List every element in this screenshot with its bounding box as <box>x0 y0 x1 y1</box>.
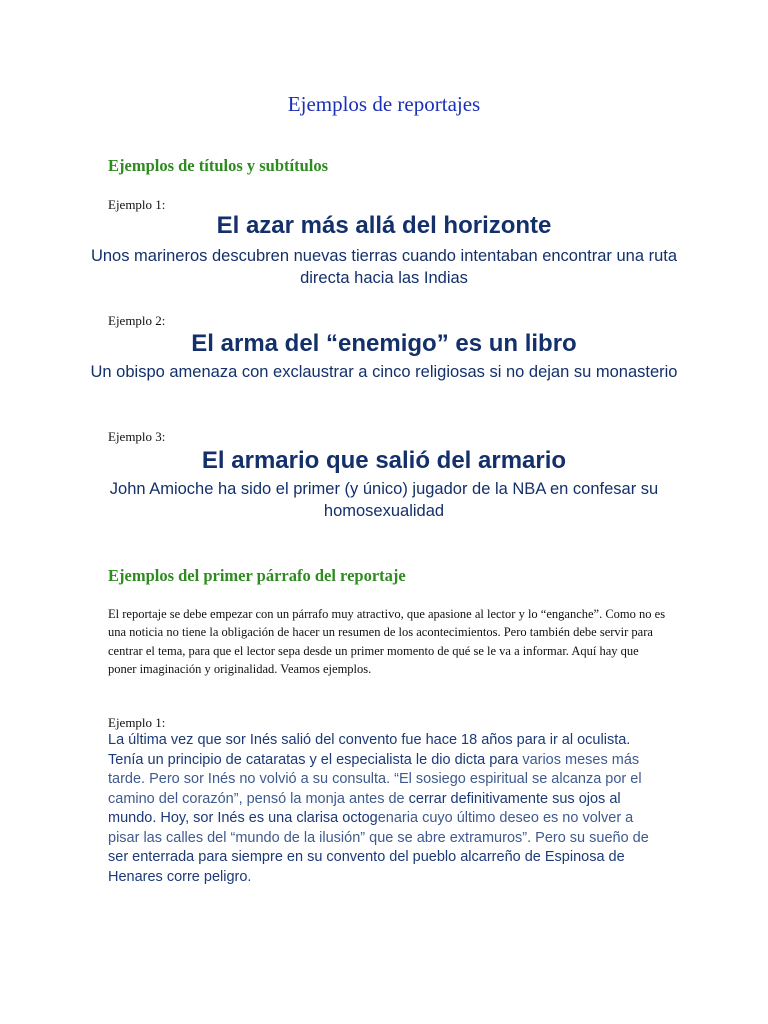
section-heading-titles: Ejemplos de títulos y subtítulos <box>108 156 329 175</box>
paragraph-example-1-label: Ejemplo 1: <box>108 715 166 730</box>
example-text-part-3: cerrar definitivamente sus ojos al mundo. Hoy, sor Inés es una clarisa octog <box>108 790 621 826</box>
example-2-label: Ejemplo 2: <box>108 313 166 328</box>
example-text-part-5: ser enterrada para siempre en su convento del pueblo alcarreño de Espinosa de Henares corre peligro. <box>108 849 625 885</box>
intro-paragraph: El reportaje se debe empezar con un párrafo muy atractivo, que apasione al lector y lo “enganche”. Como no es una noticia no tiene la obligación de hacer un resumen de los acontecimientos. Pero también debe servir para centrar el tema, para que el lector sepa desde un primer momento de qué se le va a informar. Aquí hay que poner imaginación y originalidad. Veamos ejemplos. <box>108 607 666 676</box>
paragraph-example-1-text <box>108 731 663 887</box>
example-text-part-1: La última vez que sor Inés salió del convento fue hace 18 años para ir al oculista. Tenía un principio de cataratas y el especialista le dio dicta para <box>108 732 631 768</box>
example-1-subhead: Unos marineros descubren nuevas tierras cuando intentaban encontrar una ruta directa hacia las Indias <box>90 247 678 287</box>
example-3-label: Ejemplo 3: <box>108 429 166 444</box>
example-2-subhead: Un obispo amenaza con exclaustrar a cinco religiosas si no dejan su monasterio <box>90 363 678 381</box>
example-2-headline: El arma del “enemigo” es un libro <box>191 330 577 357</box>
example-3-headline: El armario que salió del armario <box>201 447 567 474</box>
example-1-label: Ejemplo 1: <box>108 197 166 212</box>
example-text-part-4: enaria cuyo último deseo es no volver a pisar las calles del “mundo de la ilusión” que se abre extramuros”. Pero su sueño de <box>108 810 649 846</box>
document-title: Ejemplos de reportajes <box>287 92 481 116</box>
section-heading-first-paragraph: Ejemplos del primer párrafo del reportaje <box>108 566 406 585</box>
example-1-headline: El azar más allá del horizonte <box>216 212 552 239</box>
example-3-subhead: John Amioche ha sido el primer (y único) jugador de la NBA en confesar su homosexualidad <box>109 480 659 520</box>
example-text-part-2: varios meses más tarde. Pero sor Inés no volvió a su consulta. “El sosiego espiritual se alcanza por el camino del corazón”, pensó la monja antes de <box>108 751 642 807</box>
